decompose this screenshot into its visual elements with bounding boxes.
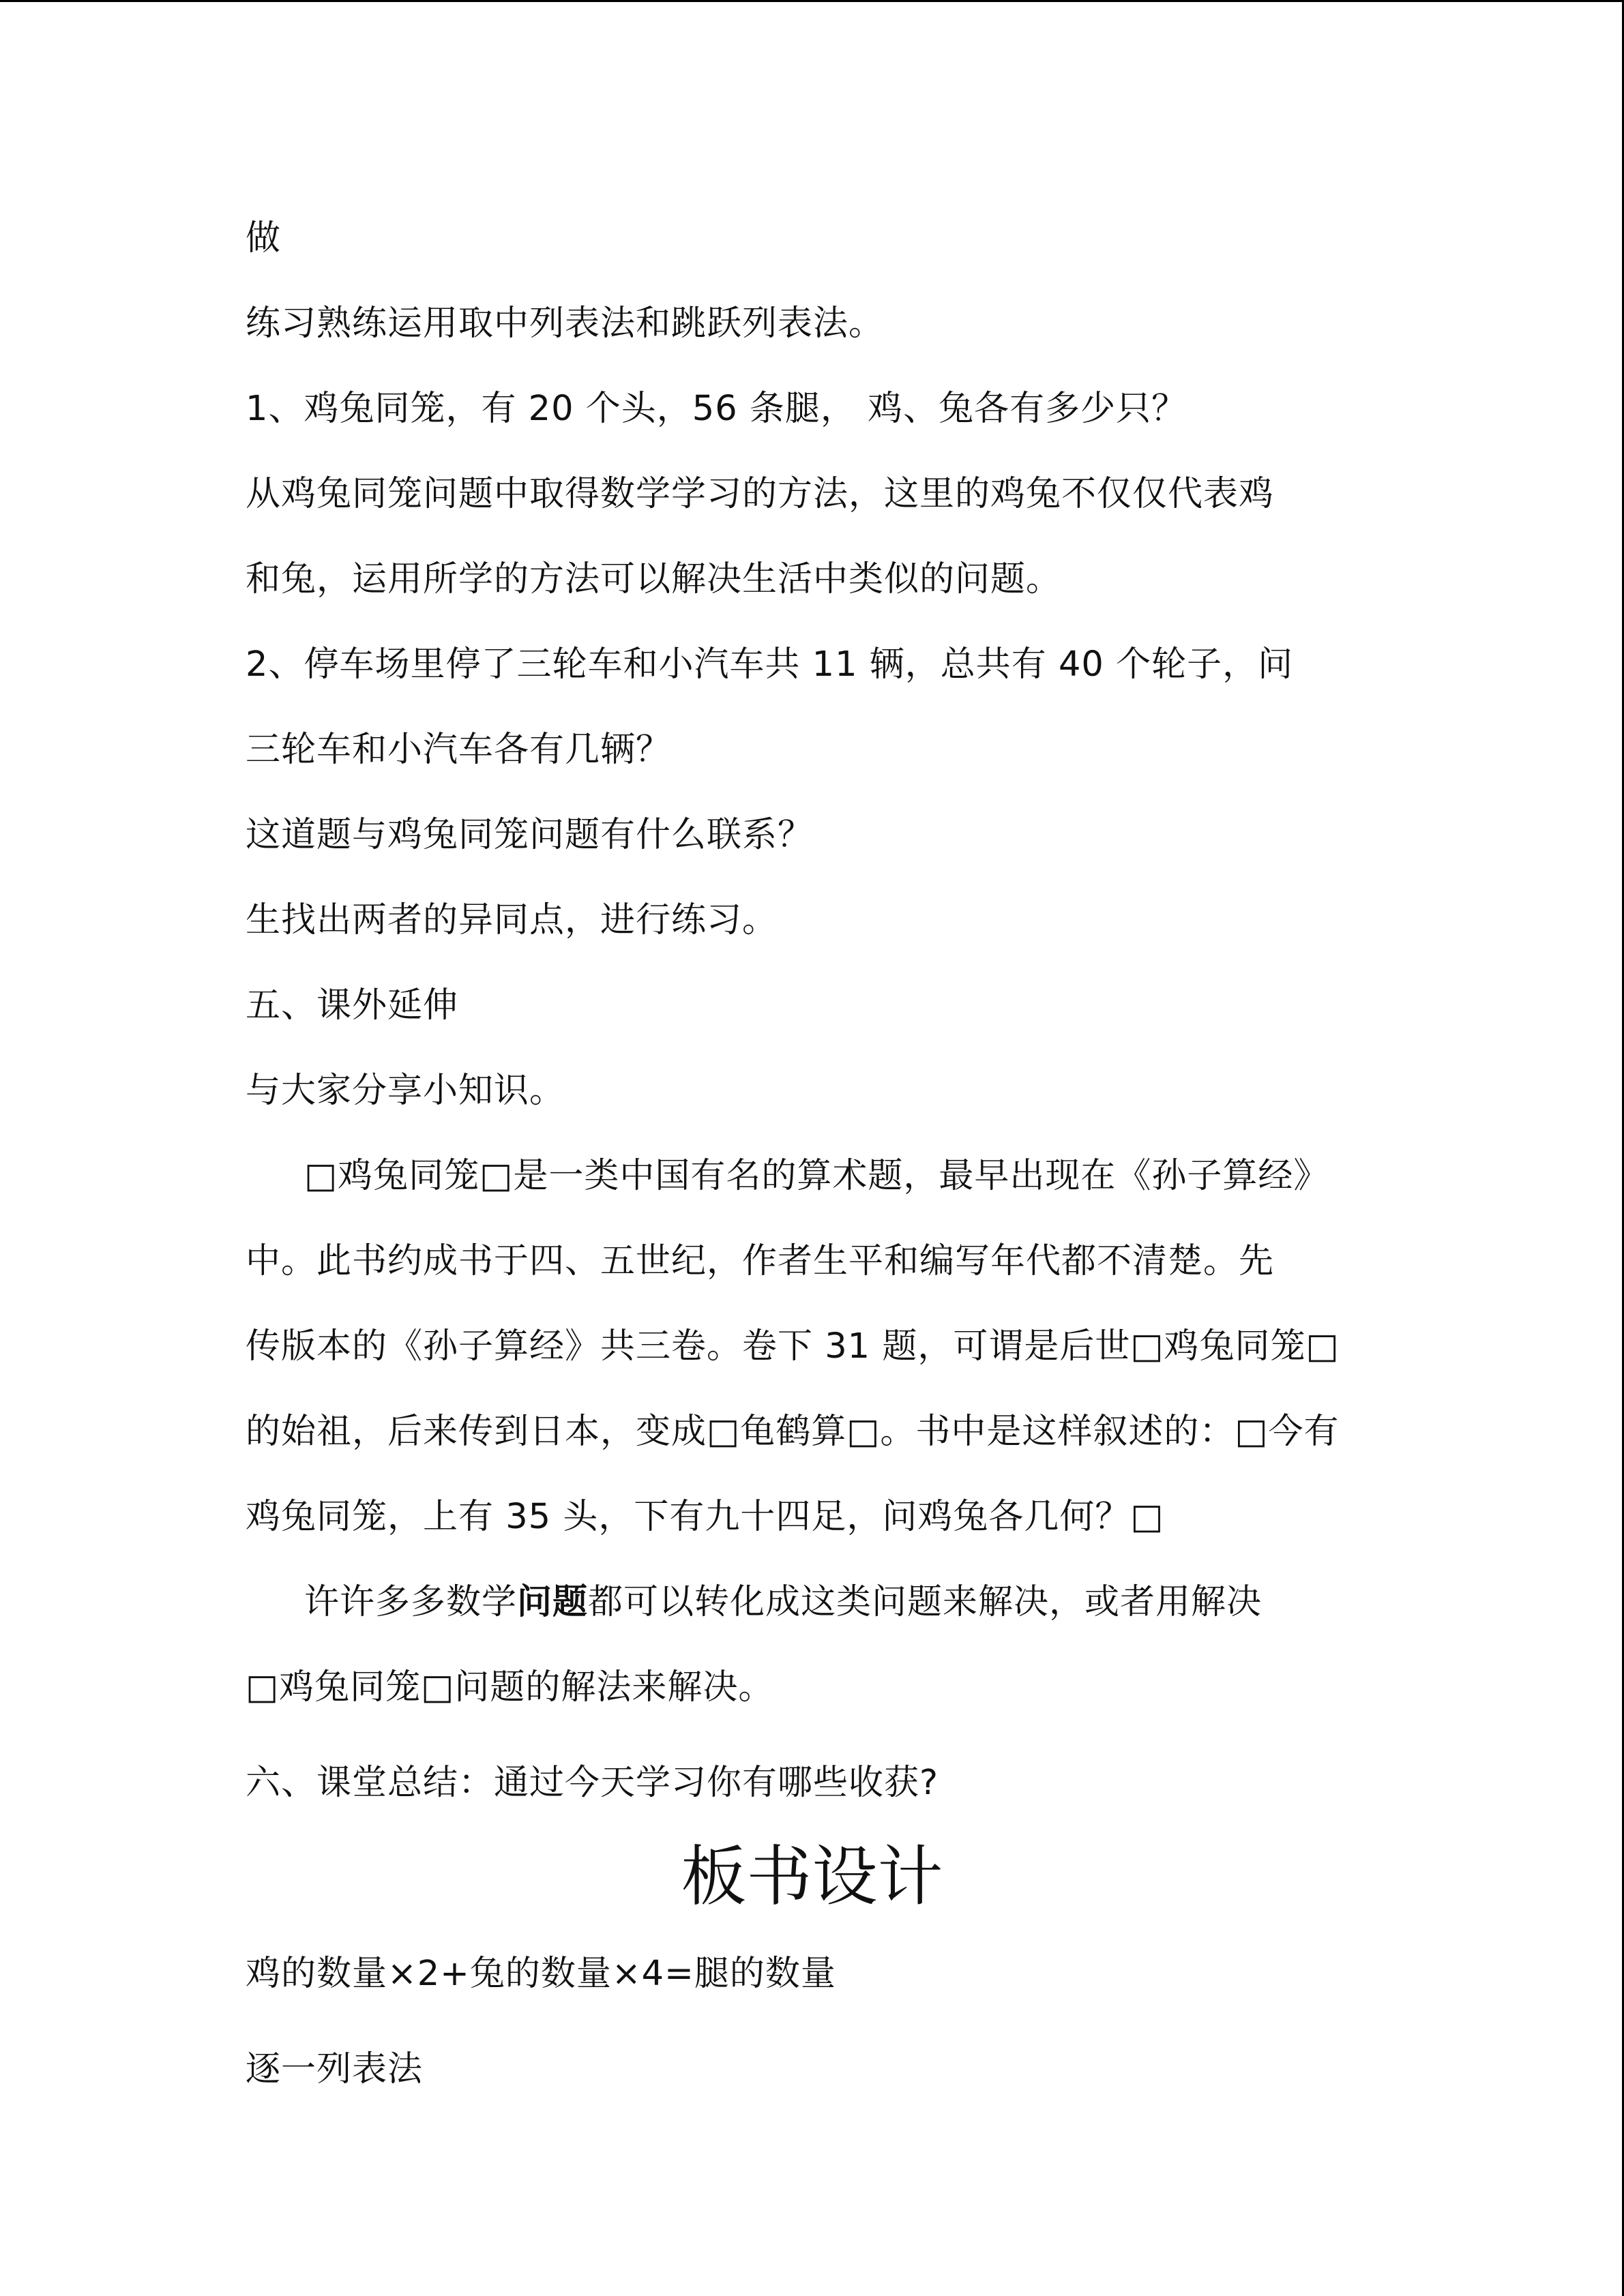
exercise-2: 2、停车场里停了三轮车和小汽车共 11 辆，总共有 40 个轮子，问 bbox=[246, 644, 1294, 685]
paragraph-2-text: 都可以转化成这类问题来解决，或者用解决 bbox=[588, 1582, 1263, 1622]
section-heading-5: 五、课外延伸 bbox=[246, 985, 459, 1026]
paragraph-line: 传版本的《孙子算经》共三卷。卷下 31 题，可谓是后世□鸡兔同笼□ bbox=[246, 1326, 1340, 1367]
paragraph-2-line bbox=[304, 1579, 1262, 1626]
page-top-border bbox=[0, 0, 1624, 2]
paragraph-2-line: □鸡兔同笼□问题的解法来解决。 bbox=[246, 1667, 774, 1708]
paragraph-line: □鸡兔同笼□是一类中国有名的算术题，最早出现在《孙子算经》 bbox=[304, 1156, 1329, 1196]
exercise-1: 1、鸡兔同笼，有 20 个头，56 条腿， 鸡、兔各有多少只？ bbox=[246, 389, 1187, 429]
paragraph-2-text: 许许多多数学 bbox=[304, 1582, 518, 1622]
text-line: 和兔，运用所学的方法可以解决生活中类似的问题。 bbox=[246, 559, 1062, 599]
paragraph-line: 的始祖，后来传到日本，变成□龟鹤算□。书中是这样叙述的：□今有 bbox=[246, 1412, 1340, 1452]
text-line: 这道题与鸡兔同笼问题有什么联系？ bbox=[246, 815, 814, 855]
formula-line: 鸡的数量×2+兔的数量×4=腿的数量 bbox=[246, 1954, 836, 1994]
text-line: 与大家分享小知识。 bbox=[246, 1071, 565, 1111]
bold-word: 问题 bbox=[517, 1582, 589, 1622]
text-line: 生找出两者的异同点，进行练习。 bbox=[246, 900, 778, 940]
board-design-heading: 板书设计 bbox=[681, 1838, 943, 1915]
text-line: 练习熟练运用取中列表法和跳跃列表法。 bbox=[246, 303, 885, 344]
method-line: 逐一列表法 bbox=[246, 2049, 424, 2089]
section-heading-6: 六、课堂总结：通过今天学习你有哪些收获? bbox=[246, 1763, 939, 1803]
paragraph-line: 中。此书约成书于四、五世纪，作者生平和编写年代都不清楚。先 bbox=[246, 1241, 1275, 1281]
text-line: 做 bbox=[246, 218, 282, 258]
text-line: 从鸡兔同笼问题中取得数学学习的方法，这里的鸡兔不仅仅代表鸡 bbox=[246, 474, 1275, 514]
text-line: 三轮车和小汽车各有几辆？ bbox=[246, 730, 672, 770]
paragraph-line: 鸡兔同笼，上有 35 头，下有九十四足，问鸡兔各几何？□ bbox=[246, 1497, 1164, 1537]
